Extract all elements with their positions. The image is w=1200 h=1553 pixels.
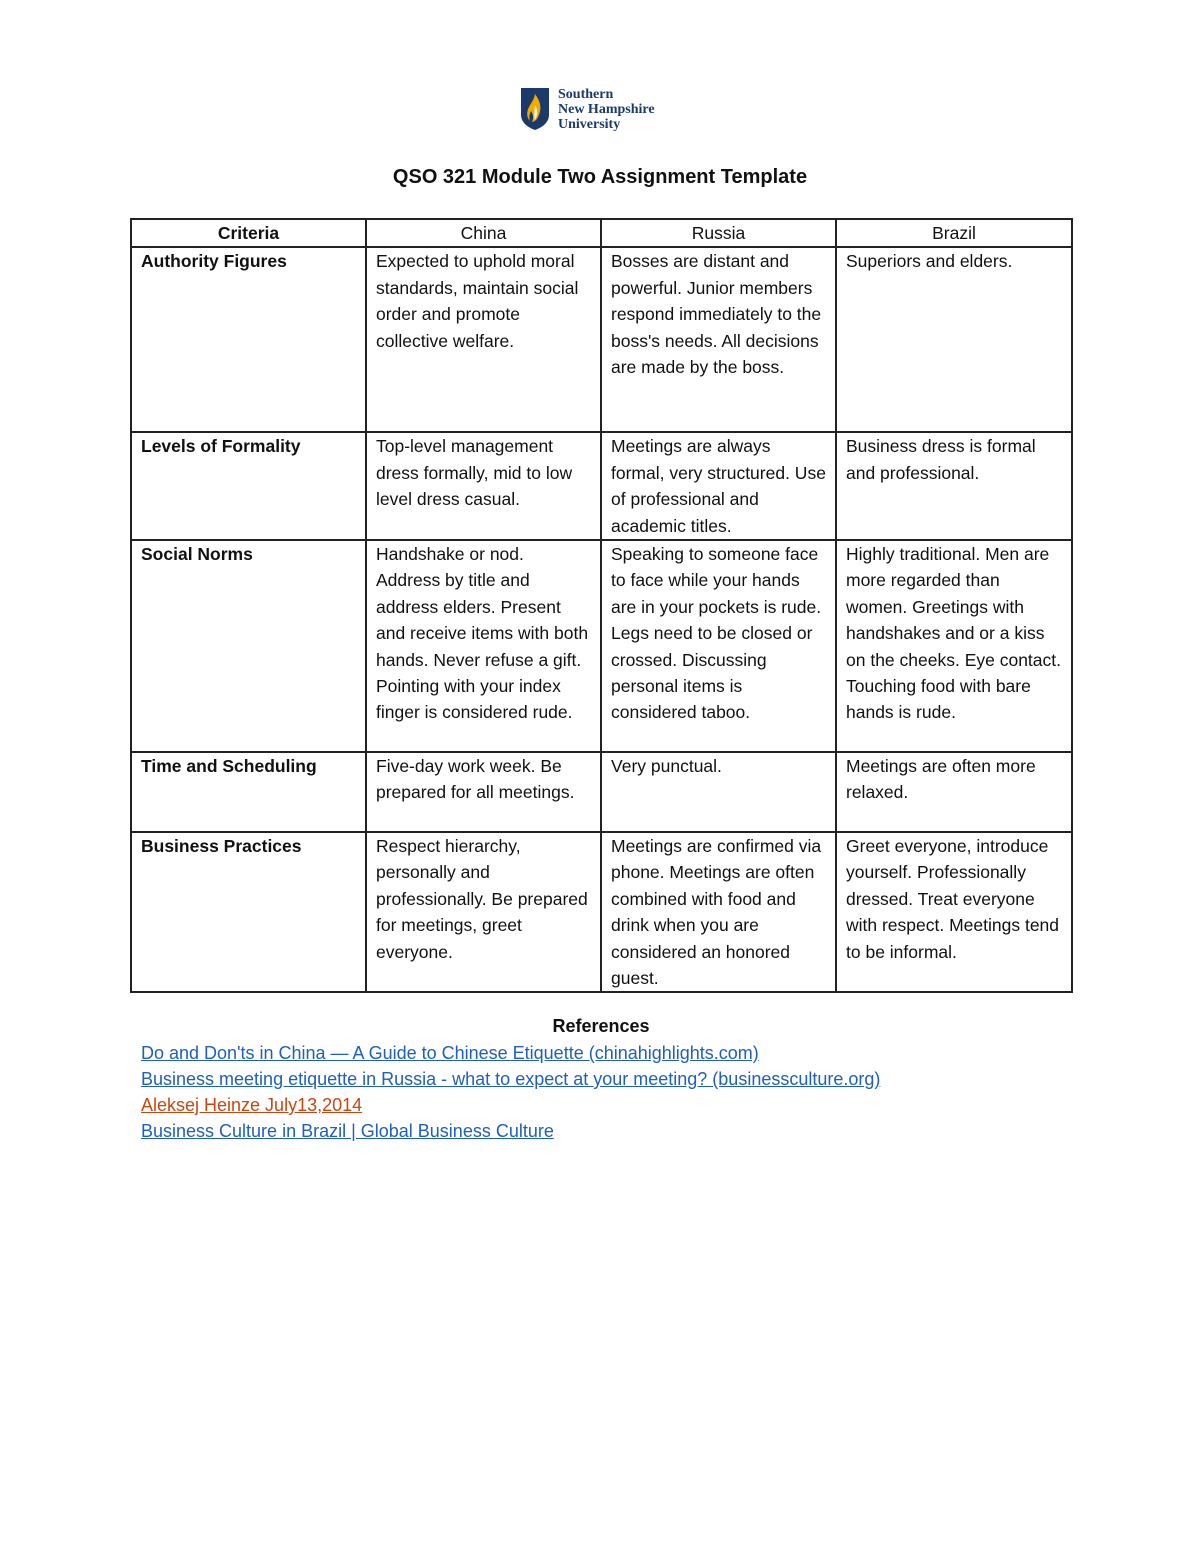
reference-link-russia[interactable]: Business meeting etiquette in Russia - what to expect at your meeting? (businessculture.org) [141, 1069, 881, 1089]
china-cell: Expected to uphold moral standards, maintain social order and promote collective welfare. [366, 247, 601, 432]
university-logo [520, 84, 690, 134]
flame-shield-icon [520, 87, 550, 131]
page-title: QSO 321 Module Two Assignment Template [392, 166, 808, 188]
reference-link-brazil[interactable]: Business Culture in Brazil | Global Business Culture [141, 1121, 554, 1141]
reference-link-china[interactable]: Do and Don'ts in China — A Guide to Chinese Etiquette (chinahighlights.com) [141, 1043, 759, 1063]
logo-wordmark [558, 87, 655, 132]
criteria-cell: Time and Scheduling [131, 752, 366, 832]
brazil-cell: Business dress is formal and professional. [836, 432, 1072, 540]
logo-line-2: New Hampshire [558, 101, 655, 117]
brazil-cell: Superiors and elders. [836, 247, 1072, 432]
russia-cell: Bosses are distant and powerful. Junior members respond immediately to the boss's needs. All decisions are made by the boss. [601, 247, 836, 432]
references-section [141, 1016, 1071, 1144]
table-header-row [131, 219, 1072, 247]
brazil-cell: Highly traditional. Men are more regarded than women. Greetings with handshakes and or a kiss on the cheeks. Eye contact. Touching food with bare hands is rude. [836, 540, 1072, 752]
column-header-china: China [366, 219, 601, 247]
criteria-cell: Social Norms [131, 540, 366, 752]
criteria-cell: Authority Figures [131, 247, 366, 432]
russia-cell: Meetings are confirmed via phone. Meetings are often combined with food and drink when you are considered an honored guest. [601, 832, 836, 992]
table-row [131, 540, 1072, 752]
table-row [131, 247, 1072, 432]
russia-cell: Very punctual. [601, 752, 836, 832]
comparison-table [130, 218, 1073, 993]
china-cell: Five-day work week. Be prepared for all meetings. [366, 752, 601, 832]
china-cell: Handshake or nod. Address by title and address elders. Present and receive items with both hands. Never refuse a gift. Pointing with your index finger is considered rude. [366, 540, 601, 752]
reference-link-author[interactable]: Aleksej Heinze July13,2014 [141, 1095, 363, 1115]
references-heading: References [552, 1016, 650, 1036]
criteria-cell: Levels of Formality [131, 432, 366, 540]
criteria-cell: Business Practices [131, 832, 366, 992]
russia-cell: Meetings are always formal, very structured. Use of professional and academic titles. [601, 432, 836, 540]
column-header-russia: Russia [601, 219, 836, 247]
logo-line-3: University [558, 116, 621, 132]
table-row [131, 432, 1072, 540]
column-header-brazil: Brazil [836, 219, 1072, 247]
brazil-cell: Meetings are often more relaxed. [836, 752, 1072, 832]
table-row [131, 752, 1072, 832]
brazil-cell: Greet everyone, introduce yourself. Professionally dressed. Treat everyone with respect. Meetings tend to be informal. [836, 832, 1072, 992]
russia-cell: Speaking to someone face to face while your hands are in your pockets is rude. Legs need to be closed or crossed. Discussing personal items is considered taboo. [601, 540, 836, 752]
logo-line-1: Southern [558, 86, 614, 102]
china-cell: Top-level management dress formally, mid to low level dress casual. [366, 432, 601, 540]
table-row [131, 832, 1072, 992]
column-header-criteria: Criteria [131, 219, 366, 247]
china-cell: Respect hierarchy, personally and professionally. Be prepared for meetings, greet everyone. [366, 832, 601, 992]
